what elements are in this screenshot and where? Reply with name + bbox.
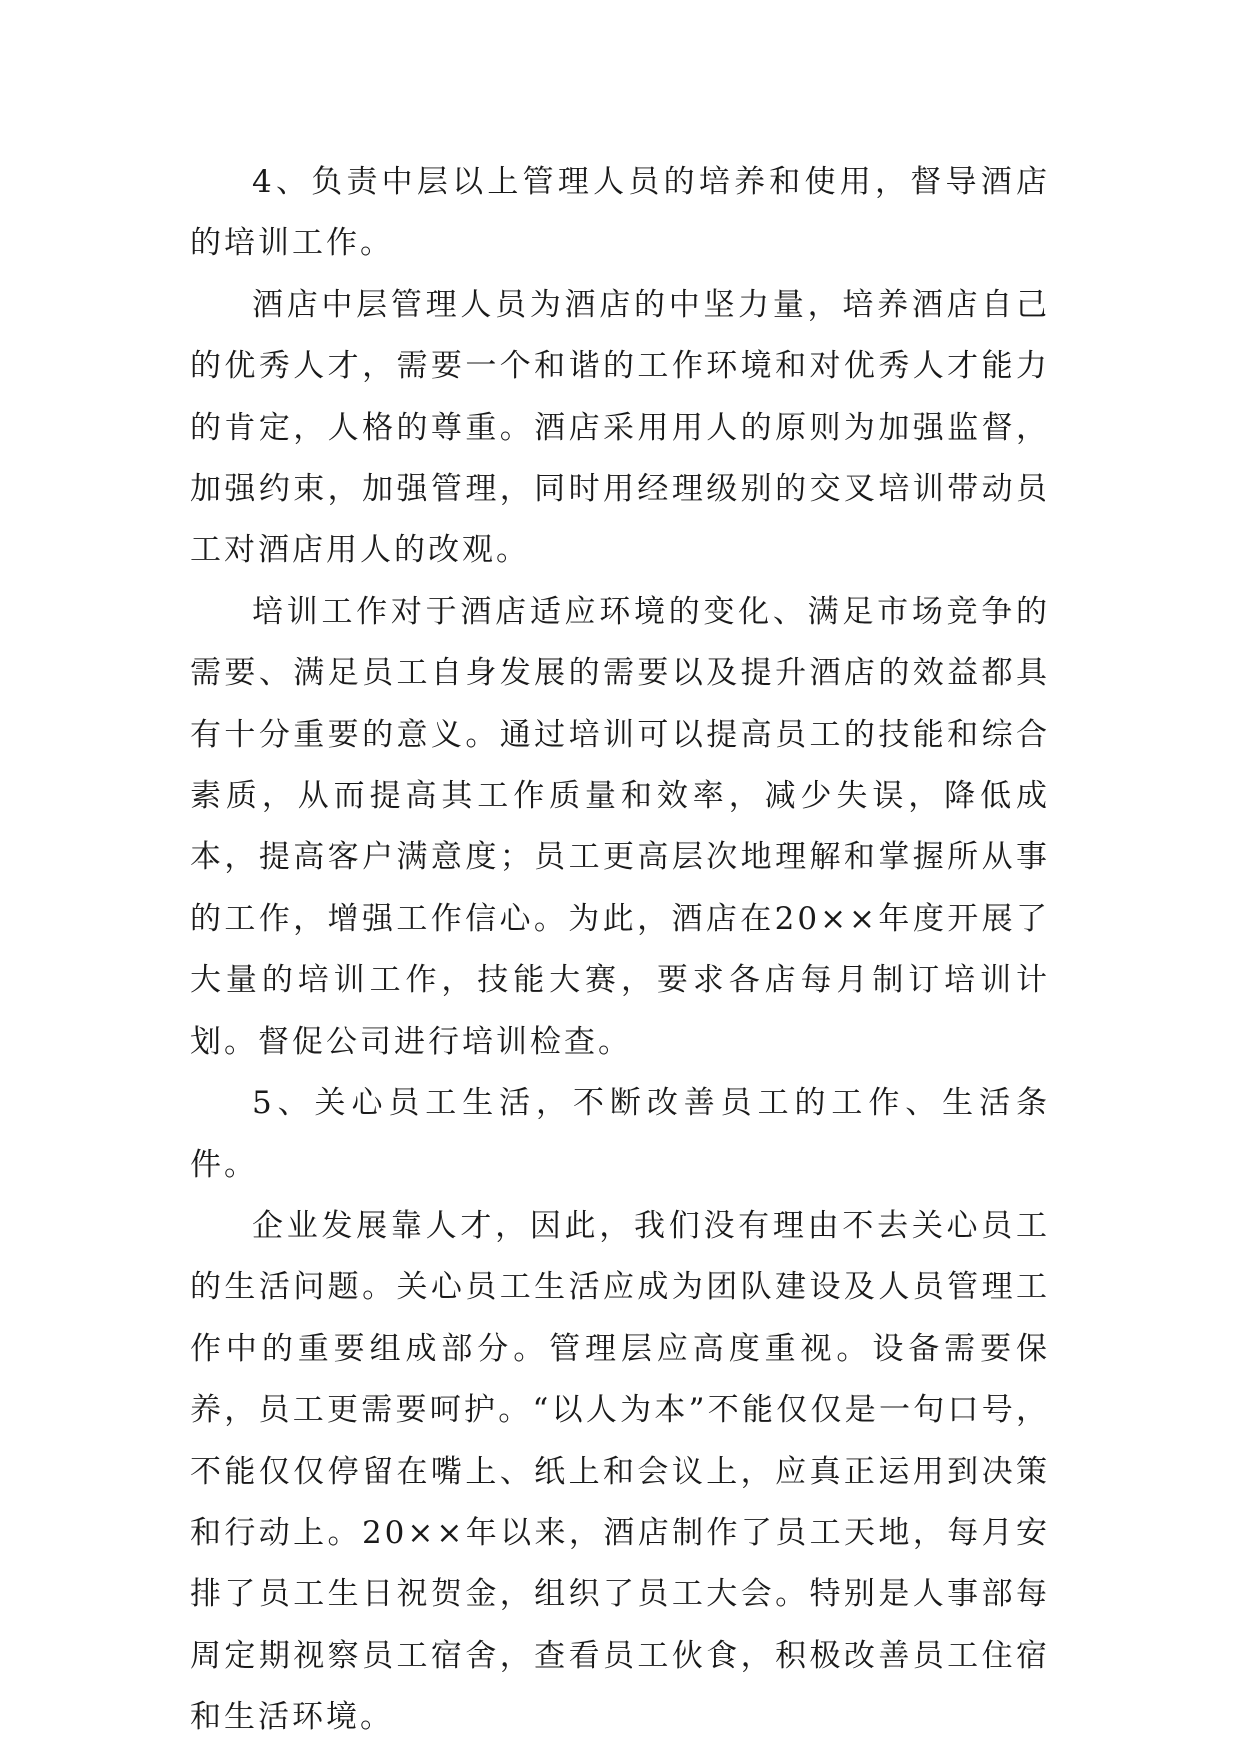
paragraph-employee-life-duty: 5、关心员工生活，不断改善员工的工作、生活条件。 bbox=[190, 1085, 1050, 1183]
paragraph-training-duty: 4、负责中层以上管理人员的培养和使用，督导酒店的培训工作。 bbox=[190, 164, 1050, 262]
paragraph-middle-management: 酒店中层管理人员为酒店的中坚力量，培养酒店自己的优秀人才，需要一个和谐的工作环境和对优秀人才能力的肯定，人格的尊重。酒店采用用人的原则为加强监督，加强约束，加强管理，同时用经理级别的交叉培训带动员工对酒店用人的改观。 bbox=[190, 286, 1050, 569]
paragraph-training-significance: 培训工作对于酒店适应环境的变化、满足市场竞争的需要、满足员工自身发展的需要以及提升酒店的效益都具有十分重要的意义。通过培训可以提高员工的技能和综合素质，从而提高其工作质量和效率，减少失误，降低成本，提高客户满意度；员工更高层次地理解和掌握所从事的工作，增强工作信心。为此，酒店在20××年度开展了大量的培训工作，技能大赛，要求各店每月制订培训计划。督促公司进行培训检查。 bbox=[190, 593, 1050, 1060]
document-body bbox=[190, 152, 1050, 1749]
paragraph-employee-care: 企业发展靠人才，因此，我们没有理由不去关心员工的生活问题。关心员工生活应成为团队建设及人员管理工作中的重要组成部分。管理层应高度重视。设备需要保养，员工更需要呵护。“以人为本”不能仅仅是一句口号，不能仅仅停留在嘴上、纸上和会议上，应真正运用到决策和行动上。20××年以来，酒店制作了员工天地，每月安排了员工生日祝贺金，组织了员工大会。特别是人事部每周定期视察员工宿舍，查看员工伙食，积极改善员工住宿和生活环境。 bbox=[190, 1207, 1050, 1736]
